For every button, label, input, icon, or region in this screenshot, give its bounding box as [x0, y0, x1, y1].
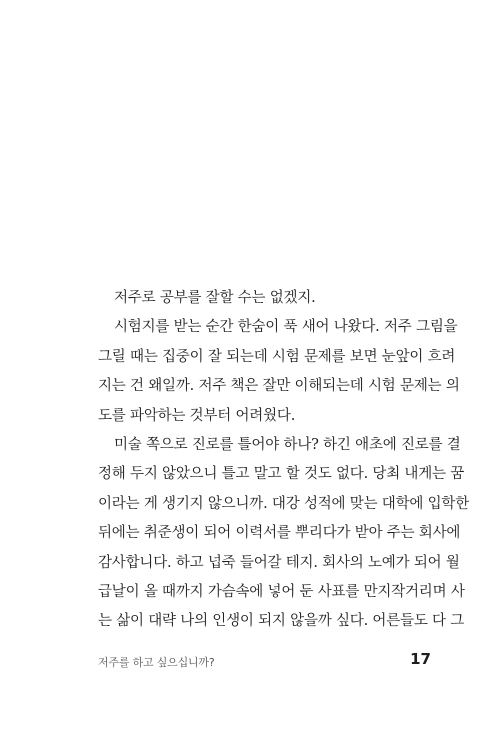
- running-title: 저주를 하고 싶으십니까?: [98, 656, 215, 669]
- text-line: 는 삶이 대략 나의 인생이 되지 않을까 싶다. 어른들도 다 그: [98, 613, 465, 630]
- page-footer: [98, 650, 431, 674]
- paragraph-2: [98, 313, 460, 431]
- body-text: [98, 284, 470, 637]
- text-line: 이라는 게 생기지 않으니까. 대강 성적에 맞는 대학에 입학한: [98, 495, 470, 512]
- text-line: 감사합니다. 하고 넙죽 들어갈 테지. 회사의 노예가 되어 월: [98, 554, 460, 571]
- text-line: 뒤에는 취준생이 되어 이력서를 뿌리다가 받아 주는 회사에: [98, 525, 461, 542]
- text-line: 도를 파악하는 것부터 어려웠다.: [98, 407, 296, 424]
- page-number: 17: [410, 650, 431, 668]
- paragraph-1: [98, 284, 431, 313]
- text-line: 지는 건 왜일까. 저주 책은 잘만 이해되는데 시험 문제는 의: [98, 378, 460, 395]
- text-line: 급날이 올 때까지 가슴속에 넣어 둔 사표를 만지작거리며 사: [98, 583, 465, 600]
- paragraph-3: [98, 431, 470, 637]
- text-line: 그릴 때는 집중이 잘 되는데 시험 문제를 보면 눈앞이 흐려: [98, 348, 456, 365]
- text-line: 정해 두지 않았으니 틀고 말고 할 것도 없다. 당최 내게는 꿈: [98, 466, 465, 483]
- text-line: 미술 쪽으로 진로를 틀어야 하나? 하긴 애초에 진로를 결: [114, 436, 461, 453]
- text-line: 시험지를 받는 순간 한숨이 푹 새어 나왔다. 저주 그림을: [114, 319, 458, 336]
- text-line: 저주로 공부를 잘할 수는 없겠지.: [114, 290, 316, 306]
